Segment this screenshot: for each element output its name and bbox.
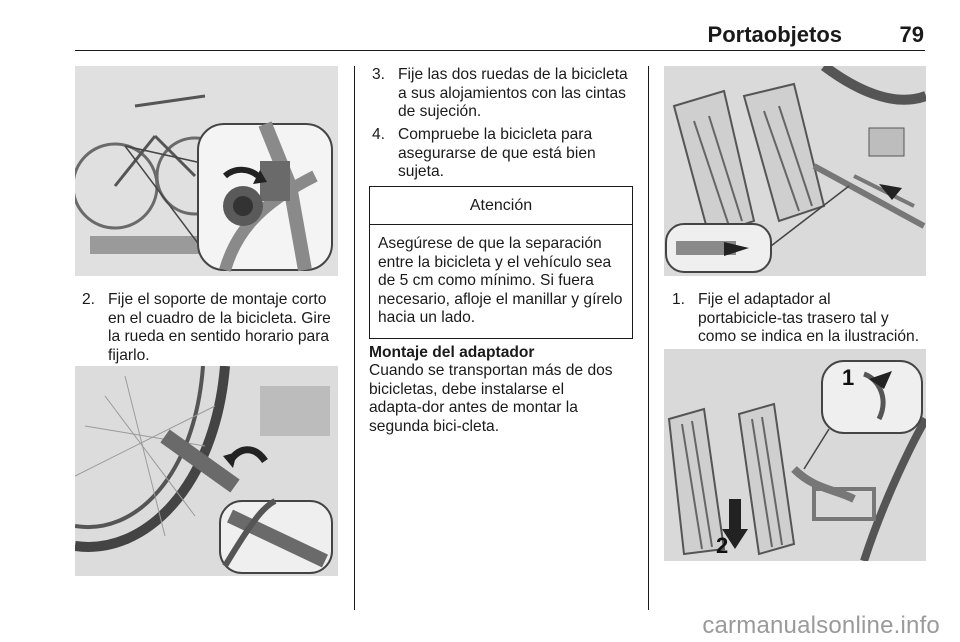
page-number: 79 [899,22,924,47]
illustration-bike-knob [75,66,338,276]
step-1-text: Fije el adaptador al portabicicle‑tas trasero tal y como se indica en la ilustración. [698,291,920,345]
figure-adapter-numbered [664,349,926,561]
step-3-number: 3. [372,66,386,83]
step-4-number: 4. [372,126,386,143]
step-2-text: Fije el soporte de montaje corto en el cuadro de la bicicleta. Gire la rueda en sentido horario para fijarlo. [108,291,331,364]
figure-mount-knob [75,66,338,276]
step-2 [82,291,344,365]
figure-wheel-strap [75,366,338,576]
watermark-text: carmanualsonline.info [702,612,940,639]
step-4 [372,126,634,182]
header-rule [75,50,925,51]
section-title: Portaobjetos [707,22,842,47]
warning-box [369,186,633,339]
step-1 [672,291,930,347]
column-divider-2 [648,66,649,610]
illustration-adapter-numbered [664,349,926,561]
warning-text: Asegúrese de que la separación entre la bicicleta y el vehículo sea de 5 cm como mínimo. Si fuera necesario, afloje el manillar y gírelo hacia un lado. [378,235,623,326]
figure-adapter-attach [664,66,926,276]
adapter-heading: Montaje del adaptador [369,344,535,361]
illustration-wheel-strap [75,366,338,576]
warning-title: Atención [370,187,632,225]
step-1-number: 1. [672,291,686,308]
figure-label-2: 2 [716,533,729,558]
step-3 [372,66,634,122]
step-2-number: 2. [82,291,96,308]
column-divider-1 [354,66,355,610]
step-3-text: Fije las dos ruedas de la bicicleta a sus alojamientos con las cintas de sujeción. [398,66,628,120]
figure-label-1: 1 [842,365,855,390]
step-4-text: Compruebe la bicicleta para asegurarse de que está bien sujeta. [398,126,596,180]
adapter-text: Cuando se transportan más de dos bicicletas, debe instalarse el adapta‑dor antes de montar la segunda bici‑cleta. [369,362,613,435]
illustration-adapter-attach [664,66,926,276]
